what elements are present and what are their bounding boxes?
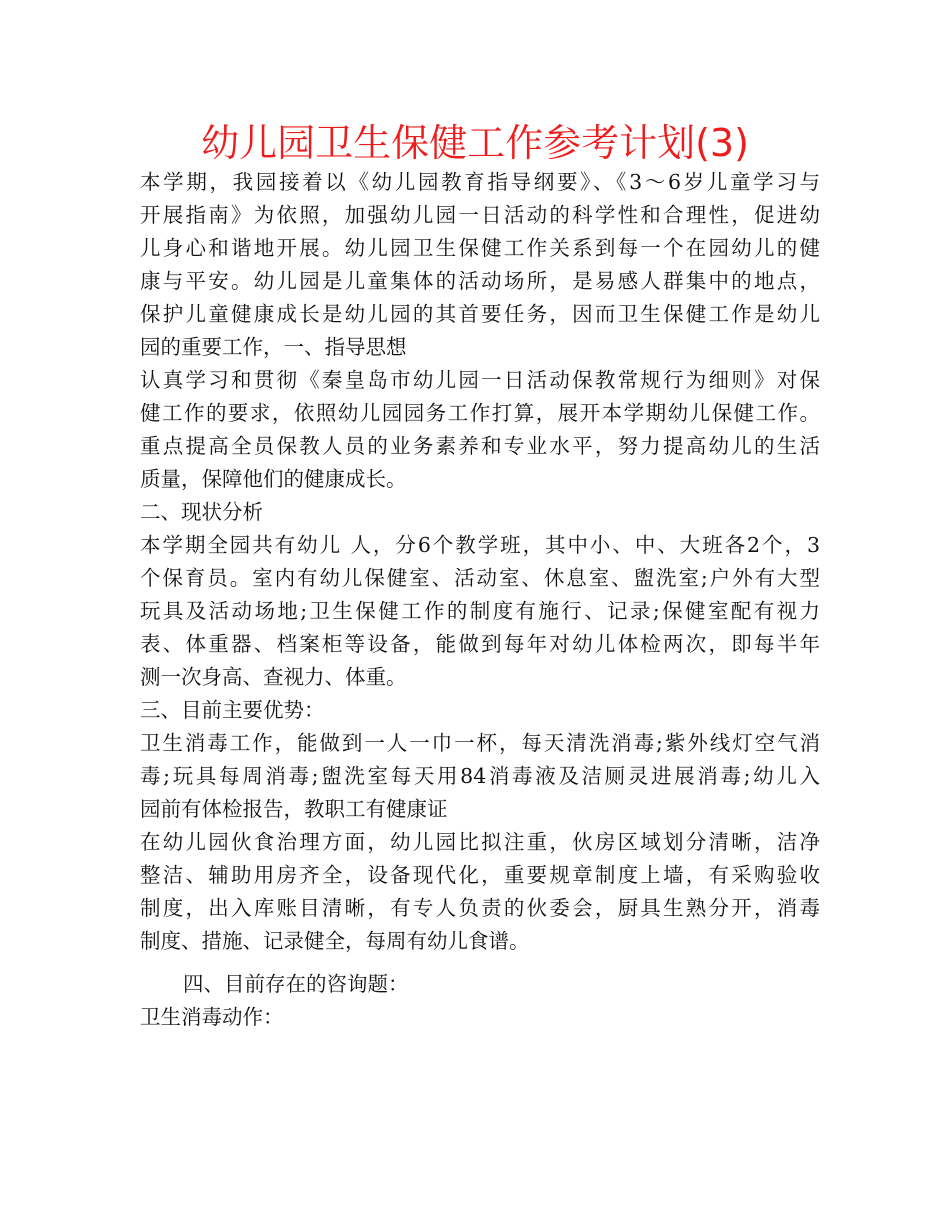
text-line: 制度，出入库账目清晰，有专人负责的伙委会，厨具生熟分开，消毒 bbox=[140, 896, 820, 920]
text-line: 本学期，我园接着以《幼儿园教育指导纲要》、《3～6岁儿童学习与 bbox=[140, 170, 820, 194]
text-line: 整洁、辅助用房齐全，设备现代化，重要规章制度上墙，有采购验收 bbox=[140, 863, 820, 887]
text-line: 健工作的要求，依照幼儿园园务工作打算，展开本学期幼儿保健工作。 bbox=[140, 401, 820, 425]
text-line: 毒;玩具每周消毒;盥洗室每天用84消毒液及洁厕灵进展消毒;幼儿入 bbox=[140, 764, 820, 788]
text-line: 儿身心和谐地开展。幼儿园卫生保健工作关系到每一个在园幼儿的健 bbox=[140, 236, 820, 260]
text-line: 康与平安。幼儿园是儿童集体的活动场所，是易感人群集中的地点， bbox=[140, 269, 820, 293]
text-line: 制度、措施、记录健全，每周有幼儿食谱。 bbox=[140, 929, 530, 953]
section-heading: 二、现状分析 bbox=[140, 500, 263, 524]
text-line: 保护儿童健康成长是幼儿园的其首要任务，因而卫生保健工作是幼儿 bbox=[140, 302, 820, 326]
text-line: 本学期全园共有幼儿 人，分6个教学班，其中小、中、大班各2个，3 bbox=[140, 533, 820, 557]
text-line: 认真学习和贯彻《秦皇岛市幼儿园一日活动保教常规行为细则》对保 bbox=[140, 368, 820, 392]
text-line: 表、体重器、档案柜等设备，能做到每年对幼儿体检两次，即每半年 bbox=[140, 632, 820, 656]
document-body bbox=[140, 166, 820, 1034]
text-line: 开展指南》为依照，加强幼儿园一日活动的科学性和合理性，促进幼 bbox=[140, 203, 820, 227]
text-line: 重点提高全员保教人员的业务素养和专业水平，努力提高幼儿的生活 bbox=[140, 434, 820, 458]
text-line: 卫生消毒工作，能做到一人一巾一杯，每天清洗消毒;紫外线灯空气消 bbox=[140, 731, 820, 755]
paragraph-gap bbox=[140, 958, 820, 968]
document-title: 幼儿园卫生保健工作参考计划(3) bbox=[201, 121, 749, 165]
text-line: 园的重要工作，一、指导思想 bbox=[140, 335, 407, 359]
text-line: 个保育员。室内有幼儿保健室、活动室、休息室、盥洗室;户外有大型 bbox=[140, 566, 820, 590]
section-heading: 三、目前主要优势： bbox=[140, 698, 325, 722]
text-line: 卫生消毒动作： bbox=[140, 1005, 284, 1029]
text-line: 玩具及活动场地;卫生保健工作的制度有施行、记录;保健室配有视力 bbox=[140, 599, 820, 623]
text-line: 测一次身高、查视力、体重。 bbox=[140, 665, 407, 689]
text-line: 园前有体检报告，教职工有健康证 bbox=[140, 797, 448, 821]
text-line: 在幼儿园伙食治理方面，幼儿园比拟注重，伙房区域划分清晰，洁净 bbox=[140, 830, 820, 854]
text-line: 质量，保障他们的健康成长。 bbox=[140, 467, 407, 491]
section-heading: 四、目前存在的咨询题： bbox=[183, 972, 409, 996]
